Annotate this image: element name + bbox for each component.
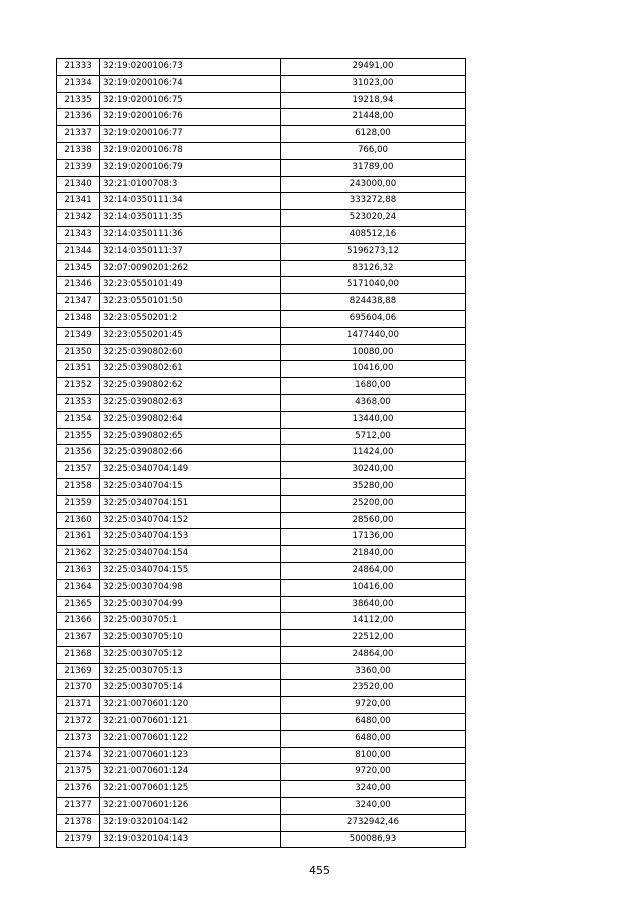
row-number-cell: 21354 — [57, 411, 100, 428]
cadastral-number-cell: 32:25:0030705:14 — [100, 680, 281, 697]
value-cell: 6128,00 — [281, 126, 466, 143]
row-number-cell: 21377 — [57, 798, 100, 815]
table-row — [57, 310, 466, 327]
table-row — [57, 226, 466, 243]
table-row — [57, 613, 466, 630]
table-row — [57, 361, 466, 378]
value-cell: 10416,00 — [281, 361, 466, 378]
value-cell: 6480,00 — [281, 730, 466, 747]
cadastral-number-cell: 32:23:0550201:45 — [100, 327, 281, 344]
value-cell: 3360,00 — [281, 663, 466, 680]
value-cell: 695604,06 — [281, 310, 466, 327]
table-row — [57, 327, 466, 344]
cadastral-number-cell: 32:25:0340704:152 — [100, 512, 281, 529]
cadastral-number-cell: 32:25:0030705:1 — [100, 613, 281, 630]
cadastral-number-cell: 32:19:0200106:74 — [100, 75, 281, 92]
row-number-cell: 21374 — [57, 747, 100, 764]
row-number-cell: 21342 — [57, 210, 100, 227]
value-cell: 17136,00 — [281, 529, 466, 546]
row-number-cell: 21349 — [57, 327, 100, 344]
value-cell: 1680,00 — [281, 378, 466, 395]
cadastral-number-cell: 32:25:0390802:62 — [100, 378, 281, 395]
row-number-cell: 21375 — [57, 764, 100, 781]
value-cell: 408512,16 — [281, 226, 466, 243]
row-number-cell: 21341 — [57, 193, 100, 210]
row-number-cell: 21335 — [57, 92, 100, 109]
value-cell: 10416,00 — [281, 579, 466, 596]
table-row — [57, 126, 466, 143]
value-cell: 4368,00 — [281, 394, 466, 411]
cadastral-number-cell: 32:19:0200106:73 — [100, 59, 281, 76]
table-row — [57, 92, 466, 109]
cadastral-number-cell: 32:19:0200106:78 — [100, 142, 281, 159]
cadastral-number-cell: 32:14:0350111:35 — [100, 210, 281, 227]
table-row — [57, 579, 466, 596]
cadastral-number-cell: 32:19:0200106:77 — [100, 126, 281, 143]
value-cell: 31023,00 — [281, 75, 466, 92]
row-number-cell: 21373 — [57, 730, 100, 747]
table-row — [57, 210, 466, 227]
row-number-cell: 21371 — [57, 697, 100, 714]
cadastral-number-cell: 32:25:0340704:15 — [100, 478, 281, 495]
row-number-cell: 21334 — [57, 75, 100, 92]
value-cell: 523020,24 — [281, 210, 466, 227]
value-cell: 1477440,00 — [281, 327, 466, 344]
value-cell: 13440,00 — [281, 411, 466, 428]
table-row — [57, 294, 466, 311]
table-row — [57, 831, 466, 848]
table-row — [57, 630, 466, 647]
cadastral-number-cell: 32:25:0340704:151 — [100, 495, 281, 512]
cadastral-number-cell: 32:21:0070601:122 — [100, 730, 281, 747]
cadastral-number-cell: 32:19:0320104:143 — [100, 831, 281, 848]
cadastral-number-cell: 32:25:0340704:155 — [100, 562, 281, 579]
row-number-cell: 21352 — [57, 378, 100, 395]
row-number-cell: 21370 — [57, 680, 100, 697]
table-body — [57, 59, 466, 848]
table-row — [57, 142, 466, 159]
row-number-cell: 21345 — [57, 260, 100, 277]
row-number-cell: 21376 — [57, 781, 100, 798]
table-row — [57, 747, 466, 764]
table-row — [57, 798, 466, 815]
row-number-cell: 21351 — [57, 361, 100, 378]
table-row — [57, 781, 466, 798]
table-row — [57, 193, 466, 210]
cadastral-number-cell: 32:21:0070601:121 — [100, 714, 281, 731]
value-cell: 3240,00 — [281, 798, 466, 815]
table-row — [57, 663, 466, 680]
value-cell: 28560,00 — [281, 512, 466, 529]
row-number-cell: 21346 — [57, 277, 100, 294]
cadastral-number-cell: 32:19:0320104:142 — [100, 814, 281, 831]
cadastral-number-cell: 32:14:0350111:37 — [100, 243, 281, 260]
table-row — [57, 428, 466, 445]
row-number-cell: 21379 — [57, 831, 100, 848]
cadastral-number-cell: 32:25:0340704:154 — [100, 546, 281, 563]
value-cell: 766,00 — [281, 142, 466, 159]
row-number-cell: 21347 — [57, 294, 100, 311]
table-row — [57, 512, 466, 529]
value-cell: 83126,32 — [281, 260, 466, 277]
cadastral-number-cell: 32:25:0030705:10 — [100, 630, 281, 647]
cadastral-number-cell: 32:25:0340704:153 — [100, 529, 281, 546]
cadastral-number-cell: 32:25:0030705:13 — [100, 663, 281, 680]
cadastral-number-cell: 32:21:0070601:126 — [100, 798, 281, 815]
value-cell: 2732942,46 — [281, 814, 466, 831]
row-number-cell: 21336 — [57, 109, 100, 126]
value-cell: 30240,00 — [281, 462, 466, 479]
value-cell: 10080,00 — [281, 344, 466, 361]
table-row — [57, 680, 466, 697]
value-cell: 5171040,00 — [281, 277, 466, 294]
cadastral-number-cell: 32:25:0030704:98 — [100, 579, 281, 596]
row-number-cell: 21333 — [57, 59, 100, 76]
row-number-cell: 21350 — [57, 344, 100, 361]
value-cell: 9720,00 — [281, 697, 466, 714]
value-cell: 500086,93 — [281, 831, 466, 848]
table-row — [57, 75, 466, 92]
cadastral-number-cell: 32:25:0390802:63 — [100, 394, 281, 411]
value-cell: 23520,00 — [281, 680, 466, 697]
value-cell: 3240,00 — [281, 781, 466, 798]
row-number-cell: 21340 — [57, 176, 100, 193]
cadastral-number-cell: 32:21:0070601:125 — [100, 781, 281, 798]
table-row — [57, 277, 466, 294]
table-row — [57, 445, 466, 462]
value-cell: 8100,00 — [281, 747, 466, 764]
value-cell: 19218,94 — [281, 92, 466, 109]
table-row — [57, 394, 466, 411]
value-cell: 21840,00 — [281, 546, 466, 563]
row-number-cell: 21363 — [57, 562, 100, 579]
value-cell: 38640,00 — [281, 596, 466, 613]
table-row — [57, 462, 466, 479]
row-number-cell: 21368 — [57, 646, 100, 663]
row-number-cell: 21369 — [57, 663, 100, 680]
row-number-cell: 21344 — [57, 243, 100, 260]
table-row — [57, 814, 466, 831]
table-row — [57, 59, 466, 76]
cadastral-number-cell: 32:25:0390802:66 — [100, 445, 281, 462]
table-row — [57, 764, 466, 781]
value-cell: 9720,00 — [281, 764, 466, 781]
cadastral-value-table — [56, 58, 466, 848]
table-row — [57, 546, 466, 563]
row-number-cell: 21360 — [57, 512, 100, 529]
cadastral-number-cell: 32:25:0390802:64 — [100, 411, 281, 428]
row-number-cell: 21372 — [57, 714, 100, 731]
value-cell: 11424,00 — [281, 445, 466, 462]
value-cell: 21448,00 — [281, 109, 466, 126]
table-row — [57, 260, 466, 277]
row-number-cell: 21366 — [57, 613, 100, 630]
table-row — [57, 411, 466, 428]
value-cell: 824438,88 — [281, 294, 466, 311]
cadastral-number-cell: 32:14:0350111:36 — [100, 226, 281, 243]
table-row — [57, 730, 466, 747]
cadastral-number-cell: 32:21:0070601:123 — [100, 747, 281, 764]
cadastral-number-cell: 32:23:0550201:2 — [100, 310, 281, 327]
value-cell: 243000,00 — [281, 176, 466, 193]
value-cell: 24864,00 — [281, 562, 466, 579]
row-number-cell: 21348 — [57, 310, 100, 327]
table-row — [57, 243, 466, 260]
value-cell: 14112,00 — [281, 613, 466, 630]
row-number-cell: 21337 — [57, 126, 100, 143]
table-row — [57, 159, 466, 176]
cadastral-number-cell: 32:25:0390802:61 — [100, 361, 281, 378]
table-row — [57, 176, 466, 193]
row-number-cell: 21367 — [57, 630, 100, 647]
value-cell: 6480,00 — [281, 714, 466, 731]
cadastral-number-cell: 32:23:0550101:49 — [100, 277, 281, 294]
row-number-cell: 21359 — [57, 495, 100, 512]
row-number-cell: 21361 — [57, 529, 100, 546]
cadastral-number-cell: 32:19:0200106:75 — [100, 92, 281, 109]
value-cell: 5712,00 — [281, 428, 466, 445]
value-cell: 31789,00 — [281, 159, 466, 176]
row-number-cell: 21358 — [57, 478, 100, 495]
row-number-cell: 21378 — [57, 814, 100, 831]
page-number: 455 — [309, 864, 330, 877]
row-number-cell: 21353 — [57, 394, 100, 411]
table-row — [57, 478, 466, 495]
row-number-cell: 21364 — [57, 579, 100, 596]
value-cell: 35280,00 — [281, 478, 466, 495]
row-number-cell: 21356 — [57, 445, 100, 462]
cadastral-number-cell: 32:21:0100708:3 — [100, 176, 281, 193]
table-row — [57, 495, 466, 512]
value-cell: 24864,00 — [281, 646, 466, 663]
table-row — [57, 109, 466, 126]
row-number-cell: 21365 — [57, 596, 100, 613]
value-cell: 29491,00 — [281, 59, 466, 76]
value-cell: 5196273,12 — [281, 243, 466, 260]
cadastral-number-cell: 32:21:0070601:124 — [100, 764, 281, 781]
table-row — [57, 378, 466, 395]
cadastral-number-cell: 32:19:0200106:79 — [100, 159, 281, 176]
value-cell: 333272,88 — [281, 193, 466, 210]
cadastral-number-cell: 32:07:0090201:262 — [100, 260, 281, 277]
table-row — [57, 714, 466, 731]
cadastral-number-cell: 32:25:0390802:60 — [100, 344, 281, 361]
cadastral-number-cell: 32:25:0030704:99 — [100, 596, 281, 613]
cadastral-number-cell: 32:21:0070601:120 — [100, 697, 281, 714]
cadastral-number-cell: 32:19:0200106:76 — [100, 109, 281, 126]
row-number-cell: 21357 — [57, 462, 100, 479]
cadastral-number-cell: 32:23:0550101:50 — [100, 294, 281, 311]
value-cell: 25200,00 — [281, 495, 466, 512]
cadastral-number-cell: 32:25:0390802:65 — [100, 428, 281, 445]
row-number-cell: 21338 — [57, 142, 100, 159]
row-number-cell: 21343 — [57, 226, 100, 243]
cadastral-number-cell: 32:14:0350111:34 — [100, 193, 281, 210]
cadastral-number-cell: 32:25:0030705:12 — [100, 646, 281, 663]
row-number-cell: 21355 — [57, 428, 100, 445]
table-row — [57, 697, 466, 714]
table-row — [57, 562, 466, 579]
table-row — [57, 529, 466, 546]
table-row — [57, 344, 466, 361]
table-row — [57, 646, 466, 663]
table-row — [57, 596, 466, 613]
row-number-cell: 21339 — [57, 159, 100, 176]
row-number-cell: 21362 — [57, 546, 100, 563]
value-cell: 22512,00 — [281, 630, 466, 647]
cadastral-number-cell: 32:25:0340704:149 — [100, 462, 281, 479]
